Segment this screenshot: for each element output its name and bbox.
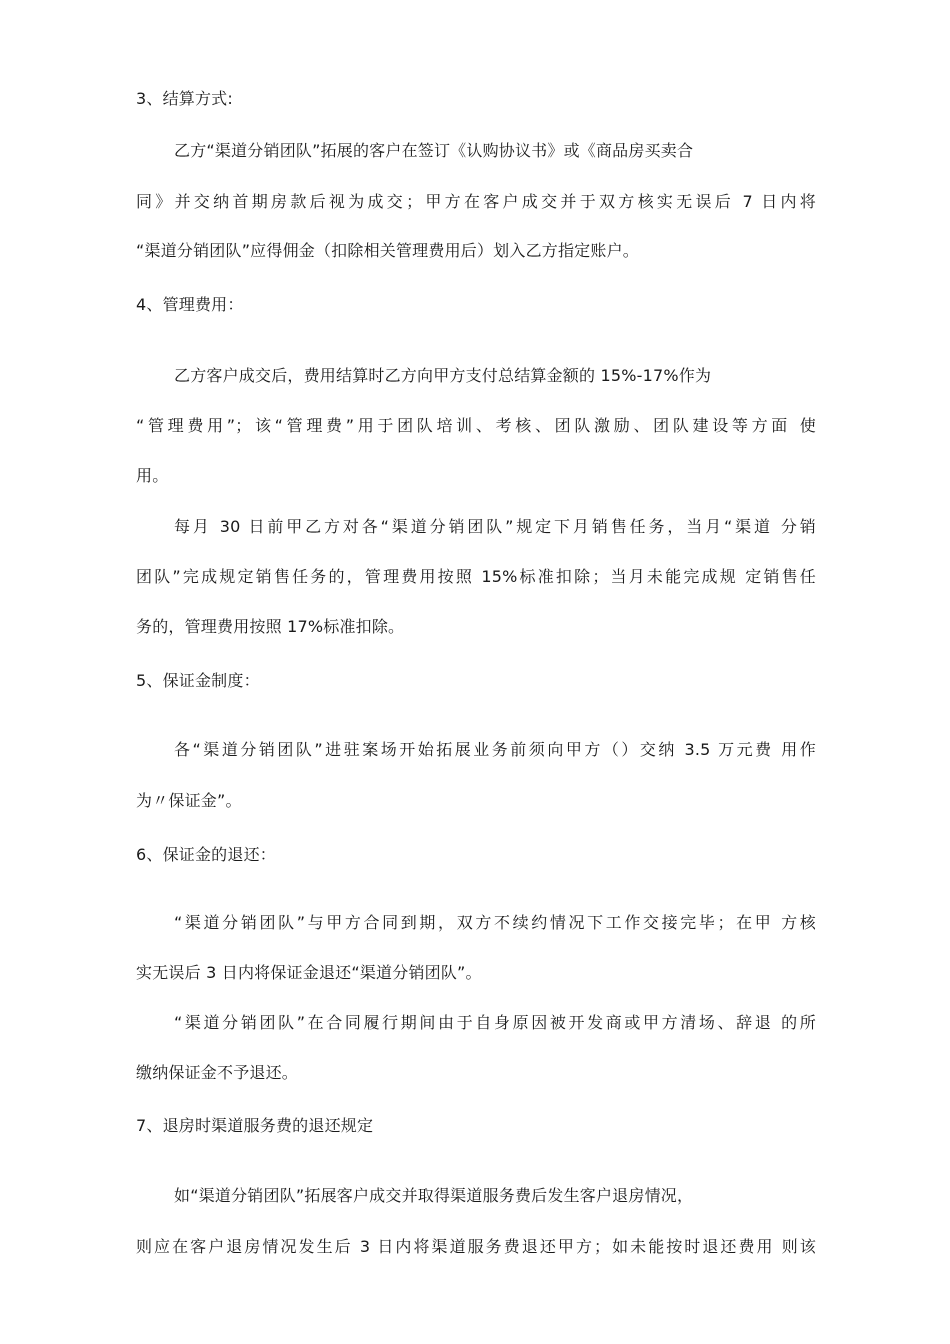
- section-7-heading: 7、退房时渠道服务费的退还规定: [136, 1116, 374, 1135]
- paragraph-line: 如“渠道分销团队”拓展客户成交并取得渠道服务费后发生客户退房情况，: [174, 1186, 694, 1205]
- paragraph-line: 团队”完成规定销售任务的，管理费用按照 15%标准扣除；当月未能完成规 定销售任: [136, 567, 816, 586]
- paragraph-line: 乙方客户成交后，费用结算时乙方向甲方支付总结算金额的 15%-17%作为: [174, 366, 712, 385]
- paragraph-line: “渠道分销团队”应得佣金（扣除相关管理费用后）划入乙方指定账户。: [136, 241, 639, 260]
- paragraph-line: 为〃保证金”。: [136, 791, 242, 810]
- paragraph-line: “管理费用”；该“管理费”用于团队培训、考核、团队激励、团队建设等方面 使: [136, 416, 816, 435]
- paragraph-line: 每月 30 日前甲乙方对各“渠道分销团队”规定下月销售任务，当月“渠道 分销: [174, 517, 816, 536]
- paragraph-line: 则应在客户退房情况发生后 3 日内将渠道服务费退还甲方；如未能按时退还费用 则该: [136, 1237, 816, 1256]
- paragraph-line: 用。: [136, 466, 169, 485]
- paragraph-line: 务的，管理费用按照 17%标准扣除。: [136, 617, 405, 636]
- section-5-heading: 5、保证金制度：: [136, 671, 260, 690]
- section-6-heading: 6、保证金的退还：: [136, 845, 276, 864]
- paragraph-line: “渠道分销团队”在合同履行期间由于自身原因被开发商或甲方清场、辞退 的所: [174, 1013, 816, 1032]
- paragraph-line: 同》并交纳首期房款后视为成交；甲方在客户成交并于双方核实无误后 7 日内将: [136, 192, 816, 211]
- section-3-heading: 3、结算方式:: [136, 89, 233, 108]
- section-4-heading: 4、管理费用：: [136, 295, 244, 314]
- paragraph-line: 乙方“渠道分销团队”拓展的客户在签订《认购协议书》或《商品房买卖合: [174, 141, 694, 160]
- paragraph-line: 缴纳保证金不予退还。: [136, 1063, 299, 1082]
- paragraph-line: “渠道分销团队”与甲方合同到期，双方不续约情况下工作交接完毕；在甲 方核: [174, 913, 816, 932]
- paragraph-line: 实无误后 3 日内将保证金退还“渠道分销团队”。: [136, 963, 482, 982]
- paragraph-line: 各“渠道分销团队”进驻案场开始拓展业务前须向甲方（）交纳 3.5 万元费 用作: [174, 740, 816, 759]
